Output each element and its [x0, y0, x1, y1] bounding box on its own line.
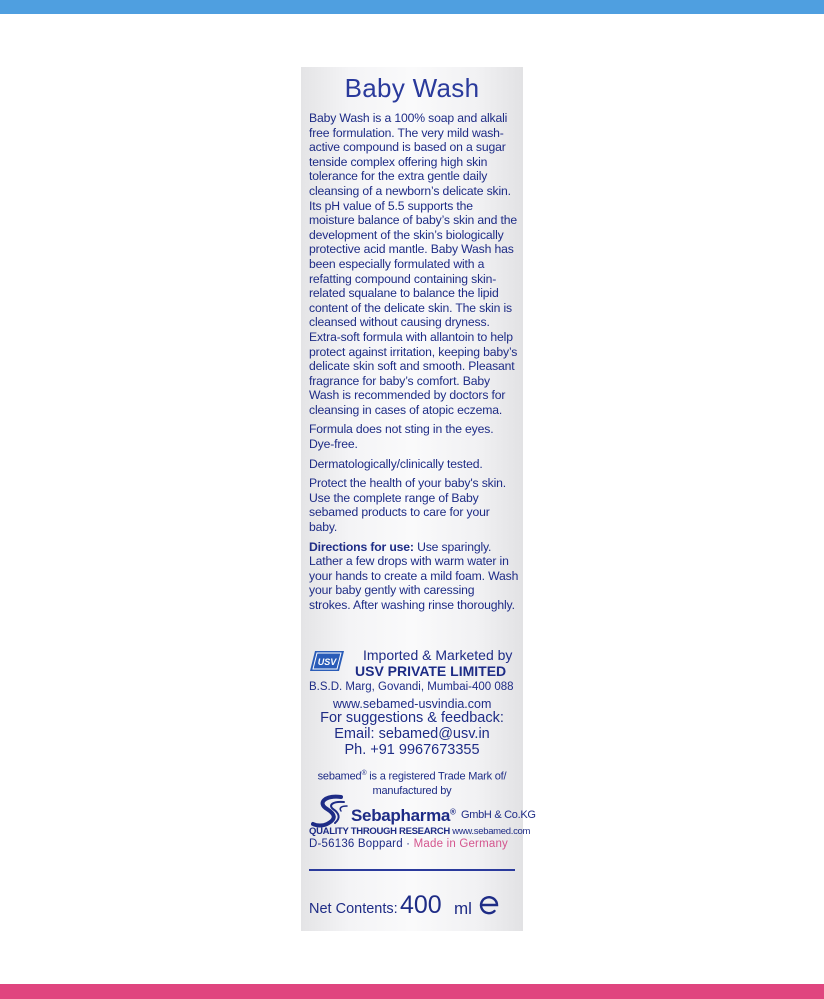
- tested-paragraph: Dermatologically/clinically tested.: [309, 456, 483, 471]
- feedback-phone: Ph. +91 9967673355: [344, 742, 480, 758]
- product-title: Baby Wash: [344, 73, 480, 103]
- net-contents-label: Net Contents:: [309, 901, 398, 917]
- label-divider: [309, 869, 515, 871]
- directions-text: Use sparingly. Lather a few drops with warm water in your hands to create a mild foam. Wash your baby gently with caressing strokes. After washing rinse thoroughly.: [309, 539, 519, 612]
- bottom-color-bar: [0, 984, 824, 999]
- made-in-germany: Made in Germany: [413, 838, 509, 850]
- manufacturer-address: D-56136 Boppard · Made in Germany: [309, 838, 509, 850]
- importer-website: www.sebamed-usvindia.com: [333, 697, 492, 711]
- registered-mark: ®: [361, 770, 367, 777]
- net-contents-unit: ml: [454, 899, 472, 918]
- importer-block: [309, 647, 517, 711]
- manufacturer-name: Sebapharma®: [351, 806, 456, 825]
- svg-text:USV: USV: [317, 657, 337, 667]
- importer-company: USV PRIVATE LIMITED: [355, 663, 507, 679]
- feedback-block: [301, 710, 523, 758]
- manufacturer-tagline: QUALITY THROUGH RESEARCH www.sebamed.com: [309, 826, 531, 837]
- importer-heading: Imported & Marketed by: [363, 647, 513, 663]
- estimated-sign-icon: [477, 893, 501, 917]
- trademark-text: is a registered Trade Mark of/ manufactured by: [366, 770, 507, 797]
- description-paragraph: Baby Wash is a 100% soap and alkali free formulation. The very mild wash-active compound is based on a sugar tenside complex offering high skin tolerance for the extra gentle daily cleansing of a newborn’s delicate skin. Its pH value of 5.5 supports the moisture balance of baby’s skin and the development of the skin’s biologically protective acid mantle. Baby Wash has been especially formulated with a refatting compound containing skin-related squalane to balance the lipid content of the delicate skin. The skin is cleansed without causing dryness. Extra-soft formula with allantoin to help protect against irritation, keeping baby’s delicate skin soft and smooth. Pleasant fragrance for baby’s comfort. Baby Wash is recommended by doctors for cleansing in cases of atopic eczema.: [309, 111, 518, 417]
- directions-heading: Directions for use:: [309, 539, 414, 554]
- directions-paragraph: [309, 540, 519, 613]
- manufacturer-block: [309, 793, 536, 853]
- feedback-email: Email: sebamed@usv.in: [334, 726, 490, 742]
- importer-address: B.S.D. Marg, Govandi, Mumbai-400 088: [309, 681, 514, 693]
- range-paragraph: Protect the health of your baby's skin. Use the complete range of Baby sebamed products to care for your baby.: [309, 476, 507, 535]
- eye-safety-paragraph: Formula does not sting in the eyes. Dye-free.: [309, 422, 494, 452]
- product-label: [301, 67, 536, 931]
- manufacturer-suffix: GmbH & Co.KG: [461, 809, 536, 821]
- trademark-brand: sebamed: [317, 770, 362, 783]
- net-contents: [309, 890, 519, 920]
- top-color-bar: [0, 0, 824, 14]
- net-contents-value: 400: [400, 891, 442, 919]
- feedback-heading: For suggestions & feedback:: [320, 710, 504, 726]
- description-text: [309, 111, 519, 618]
- usv-logo-icon: [309, 650, 345, 672]
